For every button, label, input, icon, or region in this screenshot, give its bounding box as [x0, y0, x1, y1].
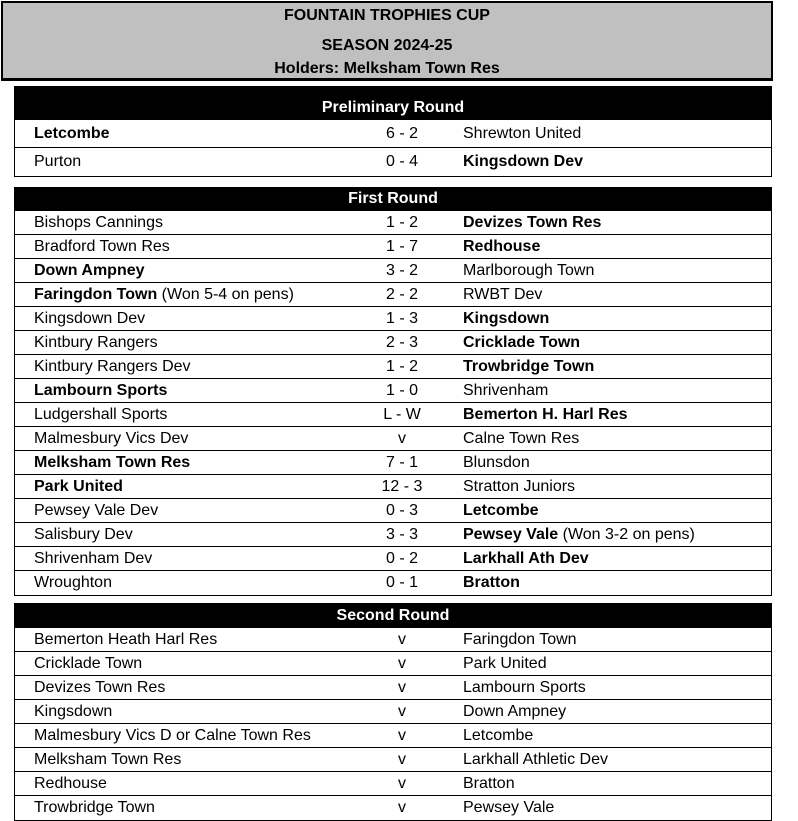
- score: L - W: [383, 406, 421, 423]
- home-team-cell: [34, 796, 155, 819]
- away-team-cell: [463, 355, 594, 378]
- home-team: Redhouse: [34, 775, 107, 792]
- penalty-note: (Won 5-4 on pens): [157, 286, 294, 303]
- away-team: Kingsdown: [463, 310, 550, 327]
- away-team-cell: [463, 475, 575, 498]
- fixture-row: [15, 628, 771, 652]
- home-team: Wroughton: [34, 574, 112, 591]
- score: v: [398, 703, 406, 720]
- away-team: Letcombe: [463, 502, 539, 519]
- home-team: Lambourn Sports: [34, 382, 168, 399]
- score: 0 - 3: [385, 502, 418, 519]
- fixture-list: [15, 211, 771, 595]
- home-team: Malmesbury Vics D or Calne Town Res: [34, 727, 311, 744]
- preliminary-round-table: [14, 86, 772, 177]
- home-team: Kintbury Rangers Dev: [34, 358, 191, 375]
- away-team: Pewsey Vale: [463, 526, 559, 543]
- home-team-cell: [34, 355, 191, 378]
- away-team-cell: [463, 379, 548, 402]
- home-team-cell: [34, 259, 145, 282]
- home-team-cell: [34, 379, 167, 402]
- home-team: Kingsdown: [34, 703, 113, 720]
- fixture-row: [15, 571, 771, 595]
- score: v: [398, 631, 406, 648]
- fixture-row: [15, 120, 771, 148]
- away-team: Pewsey Vale: [463, 799, 555, 816]
- home-team-cell: [34, 523, 133, 546]
- away-team-cell: [463, 331, 580, 354]
- second-round-table: [14, 603, 772, 821]
- away-team: Trowbridge Town: [463, 358, 595, 375]
- away-team: Faringdon Town: [463, 631, 577, 648]
- fixture-list: [15, 628, 771, 820]
- home-team: Letcombe: [34, 125, 110, 142]
- away-team-cell: [463, 547, 589, 570]
- home-team-cell: [34, 724, 311, 747]
- score: 0 - 2: [385, 550, 418, 567]
- away-team: Redhouse: [463, 238, 541, 255]
- away-team-cell: [463, 571, 520, 594]
- away-team: Devizes Town Res: [463, 214, 602, 231]
- season-label: SEASON 2024-25: [321, 37, 453, 54]
- score: 2 - 2: [385, 286, 418, 303]
- fixture-list: [15, 120, 771, 176]
- away-team-cell: [463, 499, 539, 522]
- fixture-row: [15, 283, 771, 307]
- fixture-row: [15, 259, 771, 283]
- score: 1 - 2: [385, 214, 418, 231]
- fixture-row: [15, 211, 771, 235]
- away-team-cell: [463, 652, 547, 675]
- away-team: RWBT Dev: [463, 286, 543, 303]
- away-team-cell: [463, 403, 628, 426]
- home-team-cell: [34, 772, 107, 795]
- away-team-cell: [463, 451, 530, 474]
- away-team-cell: [463, 120, 581, 147]
- fixture-row: [15, 355, 771, 379]
- home-team-cell: [34, 403, 167, 426]
- score: 3 - 3: [385, 526, 418, 543]
- home-team-cell: [34, 451, 190, 474]
- score: v: [398, 799, 406, 816]
- away-team: Shrivenham: [463, 382, 549, 399]
- away-team-cell: [463, 148, 583, 175]
- score: 1 - 0: [385, 382, 418, 399]
- home-team: Shrivenham Dev: [34, 550, 153, 567]
- fixture-row: [15, 772, 771, 796]
- fixture-row: [15, 475, 771, 499]
- away-team: Bratton: [463, 574, 520, 591]
- away-team: Lambourn Sports: [463, 679, 586, 696]
- home-team-cell: [34, 700, 112, 723]
- home-team-cell: [34, 427, 188, 450]
- home-team: Ludgershall Sports: [34, 406, 168, 423]
- away-team-cell: [463, 724, 533, 747]
- fixture-row: [15, 724, 771, 748]
- score: 1 - 3: [385, 310, 418, 327]
- away-team: Shrewton United: [463, 125, 582, 142]
- away-team-cell: [463, 427, 579, 450]
- home-team: Bishops Cannings: [34, 214, 163, 231]
- away-team-cell: [463, 259, 594, 282]
- away-team-cell: [463, 748, 608, 771]
- score: 7 - 1: [385, 454, 418, 471]
- home-team-cell: [34, 211, 163, 234]
- score: 6 - 2: [385, 125, 418, 142]
- away-team-cell: [463, 676, 586, 699]
- score: 3 - 2: [385, 262, 418, 279]
- cup-header: [1, 1, 773, 81]
- home-team: Pewsey Vale Dev: [34, 502, 159, 519]
- fixture-row: [15, 148, 771, 176]
- fixture-row: [15, 499, 771, 523]
- home-team-cell: [34, 571, 112, 594]
- fixture-row: [15, 403, 771, 427]
- home-team-cell: [34, 628, 217, 651]
- home-team: Down Ampney: [34, 262, 145, 279]
- away-team-cell: [463, 283, 542, 306]
- home-team-cell: [34, 676, 165, 699]
- fixture-row: [15, 796, 771, 820]
- score: 0 - 1: [385, 574, 418, 591]
- home-team: Devizes Town Res: [34, 679, 166, 696]
- cup-title: FOUNTAIN TROPHIES CUP: [284, 7, 490, 24]
- section-title: First Round: [15, 187, 771, 211]
- home-team-cell: [34, 331, 158, 354]
- score: 1 - 2: [385, 358, 418, 375]
- away-team: Larkhall Ath Dev: [463, 550, 589, 567]
- fixture-row: [15, 235, 771, 259]
- away-team: Stratton Juniors: [463, 478, 576, 495]
- away-team: Down Ampney: [463, 703, 567, 720]
- fixture-row: [15, 427, 771, 451]
- home-team: Trowbridge Town: [34, 799, 155, 816]
- away-team: Marlborough Town: [463, 262, 595, 279]
- home-team: Bradford Town Res: [34, 238, 170, 255]
- home-team: Kintbury Rangers: [34, 334, 158, 351]
- section-title: Preliminary Round: [15, 86, 771, 120]
- home-team-cell: [34, 547, 152, 570]
- away-team-cell: [463, 628, 577, 651]
- score: 2 - 3: [385, 334, 418, 351]
- score: v: [398, 430, 406, 447]
- home-team-cell: [34, 499, 158, 522]
- home-team: Cricklade Town: [34, 655, 143, 672]
- section-title: Second Round: [15, 603, 771, 628]
- holders-label: Holders: Melksham Town Res: [274, 60, 500, 77]
- home-team: Kingsdown Dev: [34, 310, 146, 327]
- score: 1 - 7: [385, 238, 418, 255]
- away-team: Bemerton H. Harl Res: [463, 406, 628, 423]
- score: v: [398, 655, 406, 672]
- home-team: Purton: [34, 153, 82, 170]
- away-team-cell: [463, 307, 549, 330]
- fixture-row: [15, 451, 771, 475]
- fixture-row: [15, 331, 771, 355]
- away-team: Blunsdon: [463, 454, 530, 471]
- fixture-row: [15, 652, 771, 676]
- home-team-cell: [34, 148, 81, 175]
- home-team: Melksham Town Res: [34, 454, 191, 471]
- score: v: [398, 679, 406, 696]
- away-team-cell: [463, 796, 554, 819]
- score: 0 - 4: [385, 153, 418, 170]
- away-team: Larkhall Athletic Dev: [463, 751, 608, 768]
- away-team: Park United: [463, 655, 547, 672]
- fixture-row: [15, 379, 771, 403]
- fixture-row: [15, 307, 771, 331]
- first-round-table: [14, 187, 772, 596]
- score: 12 - 3: [381, 478, 423, 495]
- home-team-cell: [34, 283, 294, 306]
- home-team: Bemerton Heath Harl Res: [34, 631, 218, 648]
- home-team-cell: [34, 748, 181, 771]
- home-team: Park United: [34, 478, 123, 495]
- fixture-row: [15, 700, 771, 724]
- home-team-cell: [34, 235, 170, 258]
- fixture-row: [15, 547, 771, 571]
- fixture-row: [15, 748, 771, 772]
- home-team: Faringdon Town: [34, 286, 158, 303]
- score: v: [398, 751, 406, 768]
- home-team: Salisbury Dev: [34, 526, 133, 543]
- home-team: Malmesbury Vics Dev: [34, 430, 189, 447]
- penalty-note: (Won 3-2 on pens): [558, 526, 695, 543]
- away-team-cell: [463, 235, 540, 258]
- away-team-cell: [463, 772, 515, 795]
- score: v: [398, 775, 406, 792]
- away-team-cell: [463, 700, 566, 723]
- away-team-cell: [463, 211, 601, 234]
- fixture-row: [15, 523, 771, 547]
- away-team: Kingsdown Dev: [463, 153, 584, 170]
- home-team-cell: [34, 120, 110, 147]
- fixture-row: [15, 676, 771, 700]
- home-team-cell: [34, 475, 123, 498]
- home-team-cell: [34, 307, 145, 330]
- home-team-cell: [34, 652, 142, 675]
- home-team: Melksham Town Res: [34, 751, 182, 768]
- score: v: [398, 727, 406, 744]
- away-team-cell: [463, 523, 695, 546]
- away-team: Letcombe: [463, 727, 534, 744]
- away-team: Bratton: [463, 775, 515, 792]
- away-team: Cricklade Town: [463, 334, 581, 351]
- away-team: Calne Town Res: [463, 430, 580, 447]
